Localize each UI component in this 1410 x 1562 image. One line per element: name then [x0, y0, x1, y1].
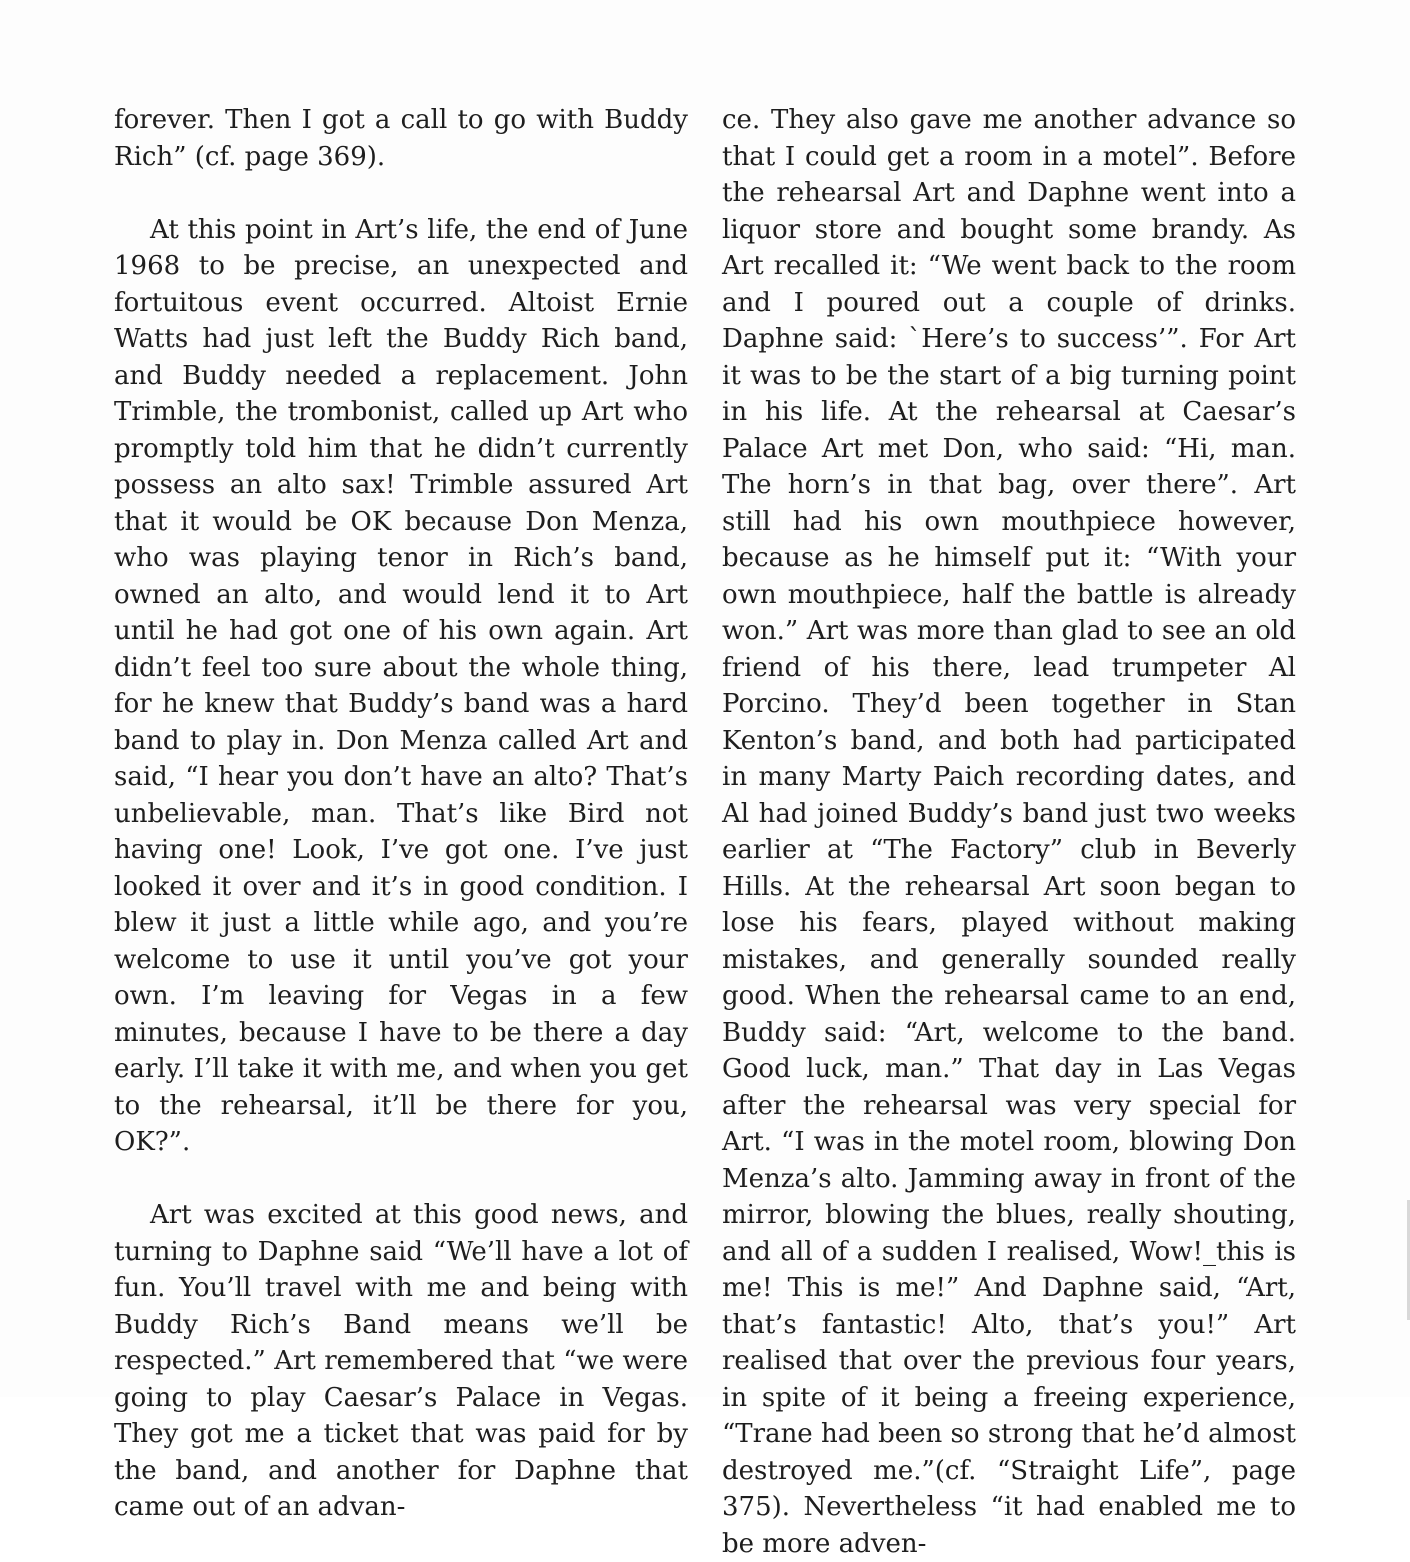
- left-paragraph-3: Art was excited at this good news, and turning to Daphne said “We’ll have a lot of fun. You’ll travel with me and being with Buddy Rich’s Band means we’ll be respected.” Art remembered that “we were going to play Caesar’s Palace in Vegas. They got me a ticket that was paid for by the band, and another for Daphne that came out of an advan-: [114, 1200, 688, 1522]
- paragraph-gap: [114, 1161, 688, 1198]
- left-text-column: [114, 102, 688, 1526]
- left-paragraph-2: At this point in Art’s life, the end of June 1968 to be precise, an unexpected and fortuitous event occurred. Altoist Ernie Watts had just left the Buddy Rich band, and Buddy needed a replacement. John Trimble, the trombonist, called up Art who promptly told him that he didn’t currently possess an alto sax! Trimble assured Art that it would be OK because Don Menza, who was playing tenor in Rich’s band, owned an alto, and would lend it to Art until he had got one of his own again. Art didn’t feel too sure about the whole thing, for he knew that Buddy’s band was a hard band to play in. Don Menza called Art and said, “I hear you don’t have an alto? That’s unbelievable, man. That’s like Bird not having one! Look, I’ve got one. I’ve just looked it over and it’s in good condition. I blew it just a little while ago, and you’re welcome to use it until you’ve got your own. I’m leaving for Vegas in a few minutes, because I have to be there a day early. I’ll take it with me, and when you get to the rehearsal, it’ll be there for you, OK?”.: [114, 214, 688, 1157]
- right-text-column: [722, 102, 1296, 1562]
- right-paragraph-1: ce. They also gave me another advance so that I could get a room in a motel”. Before the rehearsal Art and Daphne went into a liquor store and bought some brandy. As Art recalled it: “We went back to the room and I poured out a couple of drinks. Daphne said: `Here’s to success’”. For Art it was to be the start of a big turning point in his life. At the rehearsal at Caesar’s Palace Art met Don, who said: “Hi, man. The horn’s in that bag, over there”. Art still had his own mouthpiece however, because as he himself put it: “With your own mouthpiece, half the battle is already won.” Art was more than glad to see an old friend of his there, lead trumpeter Al Porcino. They’d been together in Stan Kenton’s band, and both had participated in many Marty Paich recording dates, and Al had joined Buddy’s band just two weeks earlier at “The Factory” club in Beverly Hills. At the rehearsal Art soon began to lose his fears, played without making mistakes, and generally sounded really good. When the rehearsal came to an end, Buddy said: “Art, welcome to the band. Good luck, man.” That day in Las Vegas after the rehearsal was very special for Art. “I was in the motel room, blowing Don Menza’s alto. Jamming away in front of the mirror, blowing the blues, really shouting, and all of a sudden I realised, Wow!_this is me! This is me!” And Daphne said, “Art, that’s fantastic! Alto, that’s you!” Art realised that over the previous four years, in spite of it being a freeing experience, “Trane had been so strong that he’d almost destroyed me.”(cf. “Straight Life”, page 375). Nevertheless “it had enabled me to be more adven-: [722, 105, 1296, 1559]
- left-paragraph-1: forever. Then I got a call to go with Buddy Rich” (cf. page 369).: [114, 105, 688, 172]
- paragraph-gap: [114, 175, 688, 212]
